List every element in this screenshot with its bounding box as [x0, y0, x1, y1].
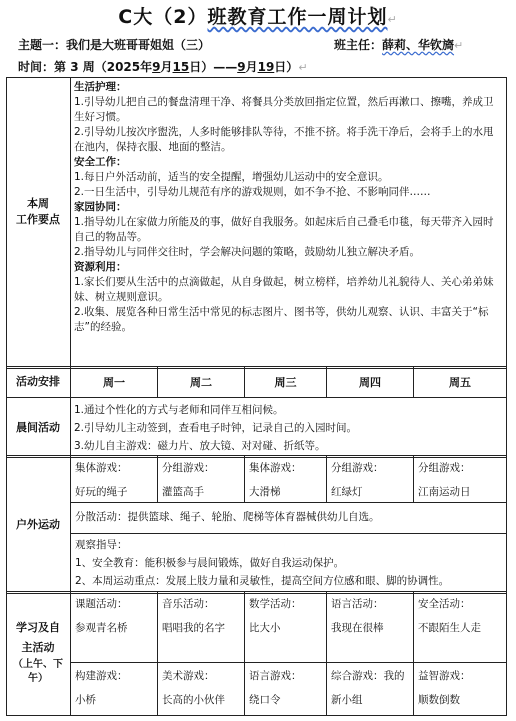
study-activity [331, 595, 384, 637]
column-divider [157, 591, 158, 716]
guidance-item: 1、安全教育：能积极参与晨间锻炼，做好自我运动保护。 [75, 557, 345, 569]
activity-name: 我现在很棒 [331, 622, 384, 634]
activity-type: 构建游戏： [75, 670, 128, 682]
class-name: C大（2） [118, 6, 208, 28]
guidance-title: 观察指导： [75, 539, 128, 551]
focus-section-heading: 家园协同： [74, 201, 127, 213]
day-thu: 周四 [359, 376, 381, 389]
column-divider [70, 77, 71, 716]
activity-type: 语言游戏： [249, 670, 302, 682]
activity-name: 不跟陌生人走 [418, 622, 481, 634]
day-unit: 日）—— [189, 60, 238, 74]
activity-name: 顺数倒数 [418, 694, 460, 706]
activity-type: 分组游戏： [162, 462, 215, 474]
week-text: 第 3 周（2025年 [54, 60, 153, 74]
activity-type: 课题活动： [75, 598, 128, 610]
activity-name: 灌篮高手 [162, 486, 204, 498]
activity-name: 红绿灯 [331, 486, 363, 498]
activity-type: 综合游戏：我的 [331, 670, 405, 682]
guidance [75, 536, 505, 590]
study-activity [75, 595, 128, 637]
study-label-line: （上午、下午） [13, 659, 63, 684]
focus-item: 1.每日户外活动前，适当的安全提醒，增强幼儿运动中的安全意识。 [74, 171, 389, 183]
activity-type: 音乐活动： [162, 598, 215, 610]
schedule-label: 活动安排 [16, 375, 60, 388]
time-label: 时间： [18, 60, 55, 74]
study-activity [418, 595, 481, 637]
outdoor-label: 户外运动 [16, 518, 60, 531]
study-label [7, 618, 69, 686]
paragraph-mark-icon: ↵ [387, 13, 398, 26]
paragraph-mark-icon: ↵ [298, 61, 308, 74]
day-tue: 周二 [190, 376, 212, 389]
focus-item: 2.一日生活中，引导幼儿规范有序的游戏规则，如不争不抢、不影响同伴…… [74, 186, 431, 198]
activity-name: 小桥 [75, 694, 96, 706]
focus-label-line: 本周 [27, 197, 49, 210]
day-fri: 周五 [449, 376, 471, 389]
outdoor-game [331, 459, 384, 501]
start-month: 9 [152, 60, 161, 74]
column-divider [413, 591, 414, 716]
activity-type: 分组游戏： [418, 462, 471, 474]
month-unit: 月 [245, 60, 258, 74]
column-divider [244, 591, 245, 716]
theme-line [18, 36, 464, 53]
activity-type: 分组游戏： [331, 462, 384, 474]
column-divider [413, 455, 414, 502]
row-divider [6, 455, 507, 458]
row-divider [6, 397, 507, 398]
activity-name: 好玩的绳子 [75, 486, 128, 498]
activity-type: 语言活动： [331, 598, 384, 610]
focus-label-line: 工作要点 [16, 213, 60, 226]
focus-content [74, 80, 504, 335]
activity-name: 绕口令 [249, 694, 281, 706]
paragraph-mark-icon: ↵ [454, 39, 464, 52]
morning-label: 晨间活动 [16, 421, 60, 434]
scattered-activity: 分散活动：提供篮球、绳子、轮胎、爬梯等体育器械供幼儿自选。 [75, 511, 380, 523]
row-divider [70, 502, 507, 503]
focus-item: 2.收集、展览各种日常生活中常见的标志图片、图书等，供幼儿观察、认识、丰富关于“标志”的经验。 [74, 306, 489, 333]
focus-section-heading: 安全工作： [74, 156, 127, 168]
study-activity [331, 667, 405, 709]
activity-type: 集体游戏： [249, 462, 302, 474]
column-divider [157, 455, 158, 502]
day-mon: 周一 [103, 376, 125, 389]
page-title [0, 2, 516, 29]
activity-name: 大滑梯 [249, 486, 281, 498]
column-divider [244, 455, 245, 502]
activity-type: 益智游戏： [418, 670, 471, 682]
row-divider [70, 533, 507, 534]
month-unit: 月 [160, 60, 173, 74]
morning-item: 1.通过个性化的方式与老师和同伴互相问候。 [74, 404, 284, 416]
activity-name: 长高的小伙伴 [162, 694, 225, 706]
activity-type: 安全活动： [418, 598, 471, 610]
focus-item: 1.引导幼儿把自己的餐盘清理干净、将餐具分类放回指定位置，然后再漱口、擦嘴，养成卫生好习惯。 [74, 96, 494, 123]
activity-name: 江南运动日 [418, 486, 471, 498]
day-unit: 日） [274, 60, 299, 74]
study-activity [249, 595, 302, 637]
activity-name: 唱唱我的名字 [162, 622, 225, 634]
teacher-label: 班主任： [334, 38, 383, 52]
day-wed: 周三 [274, 376, 297, 389]
focus-item: 1.家长们要从生活中的点滴做起，从自身做起，树立榜样，培养幼儿礼貌待人、关心弟弟妹妹、树立规则意识。 [74, 276, 494, 303]
focus-item: 2.指导幼儿与同伴交往时，学会解决问题的策略，鼓励幼儿独立解决矛盾。 [74, 246, 421, 258]
focus-section-heading: 生活护理： [74, 81, 127, 93]
guidance-item: 2、本周运动重点：发展上肢力量和灵敏性，提高空间方位感和眼、脚的协调性。 [75, 575, 450, 587]
teacher-info [334, 36, 463, 53]
theme-value: 我们是大班哥哥姐姐（三） [66, 38, 211, 52]
outdoor-game [162, 459, 215, 501]
focus-section-heading: 资源利用： [74, 261, 127, 273]
study-activity [162, 667, 225, 709]
study-label-line: 主活动 [21, 641, 55, 654]
morning-item: 2.引导幼儿主动签到，查看电子时钟，记录自己的入园时间。 [74, 422, 358, 434]
morning-content [74, 401, 504, 455]
time-line [18, 58, 308, 75]
activity-type: 集体游戏： [75, 462, 128, 474]
activity-name: 新小组 [331, 694, 363, 706]
morning-item: 3.幼儿自主游戏：磁力片、放大镜、对对碰、折纸等。 [74, 440, 326, 452]
end-month: 9 [237, 60, 246, 74]
focus-item: 2.引导幼儿按次序盥洗，人多时能够排队等待，不推不挤。将手洗干净后，会将手上的水甩在池内，保持衣服、地面的整洁。 [74, 126, 494, 153]
focus-item: 1.指导幼儿在家做力所能及的事，做好自我服务。如起床后自己叠毛巾毯，每天带齐入园时自己的物品等。 [74, 216, 494, 243]
study-activity [418, 667, 471, 709]
activity-type: 美术游戏： [162, 670, 215, 682]
row-divider [70, 662, 507, 663]
study-activity [75, 667, 128, 709]
outdoor-game [418, 459, 471, 501]
activity-name: 参观青名桥 [75, 622, 128, 634]
column-divider [326, 591, 327, 716]
outdoor-game [75, 459, 128, 501]
end-day: 19 [257, 60, 275, 74]
start-day: 15 [172, 60, 190, 74]
outdoor-game [249, 459, 302, 501]
focus-label [7, 196, 69, 228]
theme-label: 主题一： [18, 38, 67, 52]
title-text: 班教育工作一周计划 [207, 6, 388, 28]
row-divider [6, 591, 507, 594]
row-divider [6, 366, 507, 369]
study-activity [162, 595, 225, 637]
column-divider [326, 455, 327, 502]
study-label-line: 学习及自 [16, 621, 60, 634]
activity-type: 数学活动： [249, 598, 302, 610]
study-activity [249, 667, 302, 709]
activity-name: 比大小 [249, 622, 281, 634]
teacher-value: 薛莉、华钦旖 [382, 38, 455, 52]
